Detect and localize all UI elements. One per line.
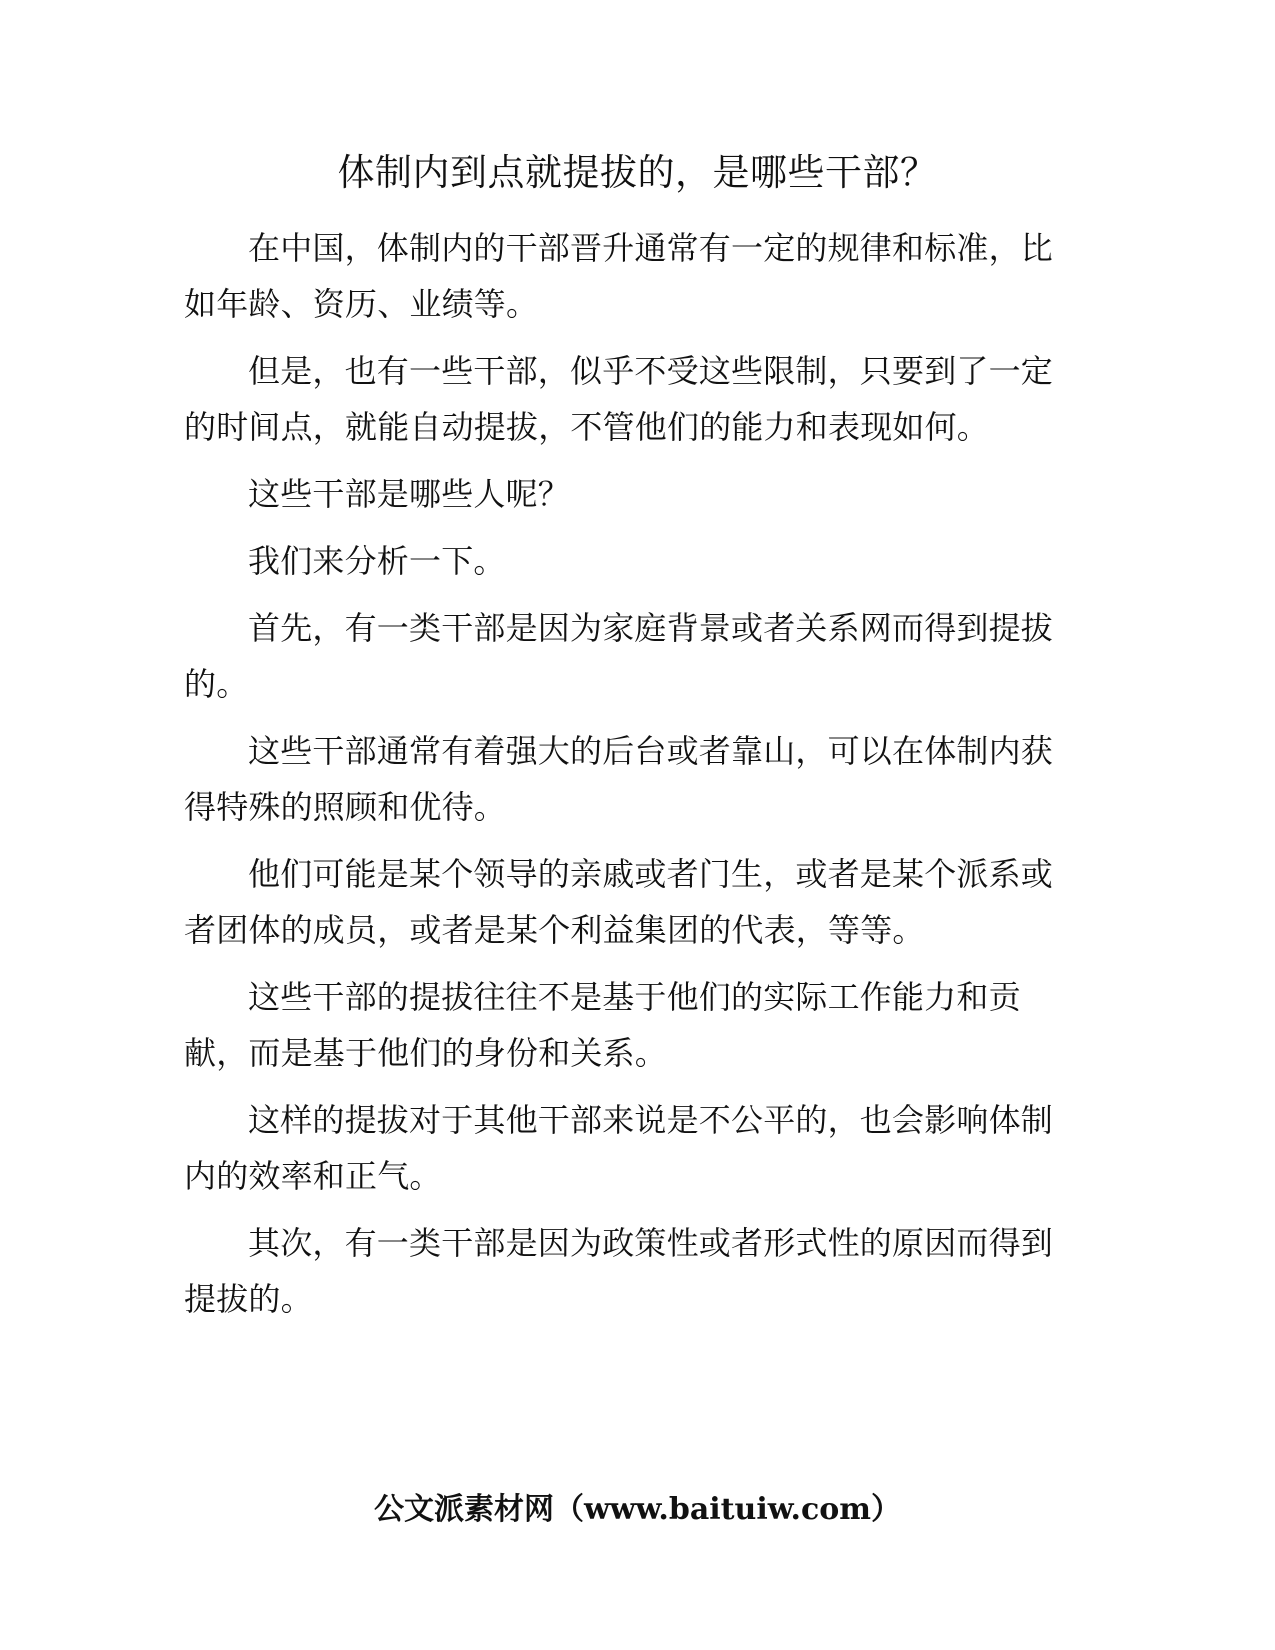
paragraph: 我们来分析一下。 <box>248 542 506 580</box>
paragraph: 在中国，体制内的干部晋升通常有一定的规律和标准，比如年龄、资历、业绩等。 <box>184 229 1054 323</box>
paragraph: 这些干部是哪些人呢？ <box>248 475 571 513</box>
paragraph: 这些干部通常有着强大的后台或者靠山，可以在体制内获得特殊的照顾和优待。 <box>184 732 1054 826</box>
paragraph: 这些干部的提拔往往不是基于他们的实际工作能力和贡献，而是基于他们的身份和关系。 <box>184 978 1021 1072</box>
paragraph: 其次，有一类干部是因为政策性或者形式性的原因而得到提拔的。 <box>184 1224 1054 1318</box>
document-title: 体制内到点就提拔的，是哪些干部？ <box>337 151 938 194</box>
paragraph: 但是，也有一些干部，似乎不受这些限制，只要到了一定的时间点，就能自动提拔，不管他们的能力和表现如何。 <box>184 352 1054 446</box>
paragraph: 首先，有一类干部是因为家庭背景或者关系网而得到提拔的。 <box>184 609 1054 703</box>
paragraph: 他们可能是某个领导的亲戚或者门生，或者是某个派系或者团体的成员，或者是某个利益集团的代表，等等。 <box>184 855 1054 949</box>
paragraph: 这样的提拔对于其他干部来说是不公平的，也会影响体制内的效率和正气。 <box>184 1101 1054 1195</box>
document-body <box>184 220 1084 1338</box>
footer-source: 公文派素材网（www.baituiw.com） <box>373 1492 902 1527</box>
